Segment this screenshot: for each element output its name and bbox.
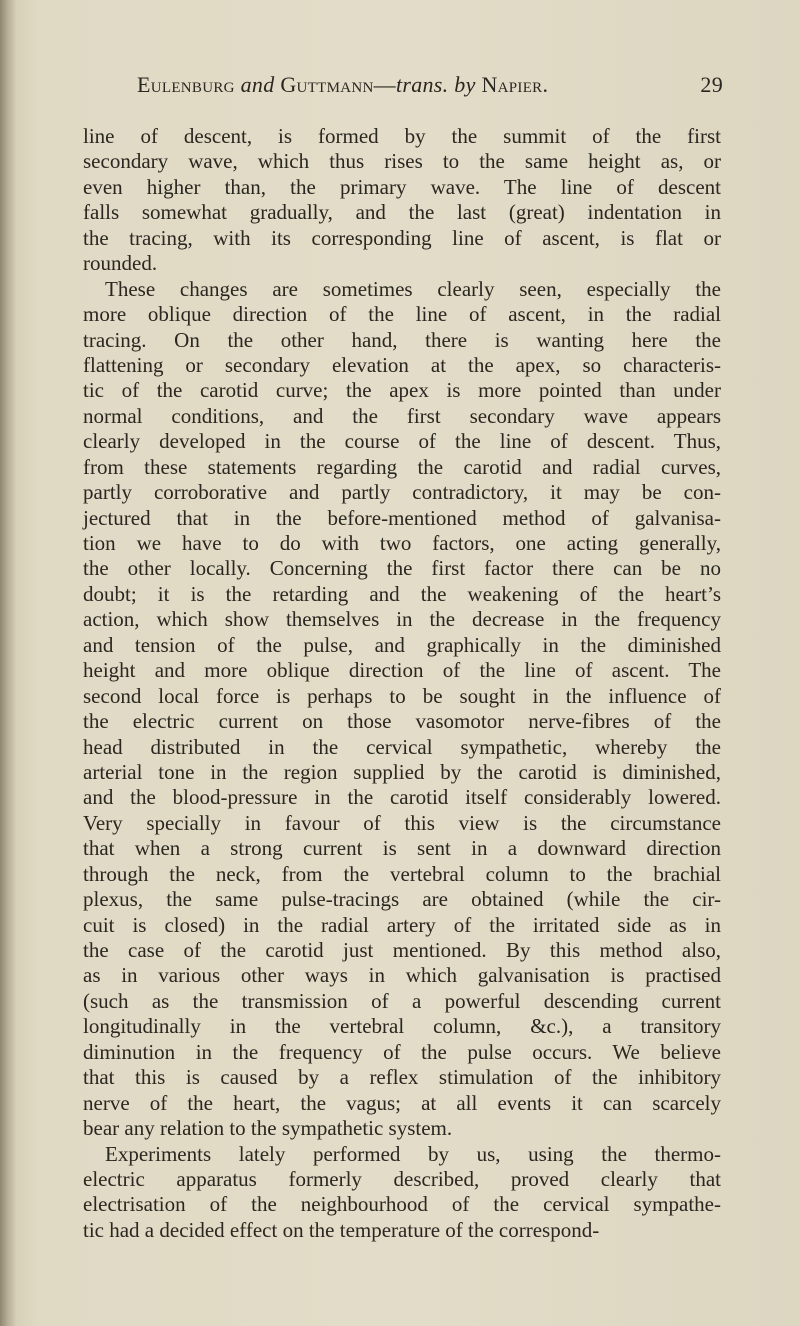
text-line: Experiments lately performed by us, using the thermo-: [105, 1141, 721, 1166]
text-line: the tracing, with its corresponding line of ascent, is flat or: [83, 225, 721, 250]
text-line: tion we have to do with two factors, one acting generally,: [83, 531, 721, 555]
text-line: tracing. On the other hand, there is wanting here the: [83, 327, 721, 352]
text-line: secondary wave, which thus rises to the same height as, or: [83, 149, 721, 174]
running-title: [137, 72, 548, 98]
text-line: from these statements regarding the carotid and radial curves,: [83, 454, 721, 479]
text-line: and the blood-pressure in the carotid itself considerably lowered.: [83, 785, 721, 810]
text-line: second local force is perhaps to be sought in the influence of: [83, 683, 721, 708]
text-line: electrisation of the neighbourhood of the cervical sympathe-: [83, 1192, 721, 1217]
text-line: nerve of the heart, the vagus; at all events it can scarcely: [83, 1090, 721, 1115]
text-line: normal conditions, and the first secondary wave appears: [83, 403, 721, 428]
author-eulenburg: Eulenburg: [137, 72, 235, 97]
text-line: bear any relation to the sympathetic system.: [83, 1116, 453, 1141]
text-line: arterial tone in the region supplied by the carotid is diminished,: [83, 759, 721, 784]
title-trans: trans. by: [395, 72, 476, 97]
text-line: doubt; it is the retarding and the weakening of the heart’s: [83, 581, 721, 606]
text-line: flattening or secondary elevation at the apex, so characteris-: [83, 352, 721, 377]
text-line: the case of the carotid just mentioned. By this method also,: [83, 938, 721, 962]
text-line: even higher than, the primary wave. The line of descent: [83, 174, 721, 199]
text-line: partly corroborative and partly contradictory, it may be con-: [83, 480, 721, 505]
running-header: [137, 72, 723, 102]
paragraph: [83, 1142, 721, 1244]
text-line: that when a strong current is sent in a downward direction: [83, 836, 721, 861]
text-line: electric apparatus formerly described, proved clearly that: [83, 1166, 721, 1191]
text-line: height and more oblique direction of the line of ascent. The: [83, 658, 721, 683]
text-line: that this is caused by a reflex stimulation of the inhibitory: [83, 1065, 721, 1090]
text-line: diminution in the frequency of the pulse occurs. We believe: [83, 1039, 721, 1064]
text-line: and tension of the pulse, and graphically in the diminished: [83, 632, 721, 657]
body-text: [83, 124, 721, 1243]
text-line: action, which show themselves in the decrease in the frequency: [83, 607, 721, 632]
author-guttmann: Guttmann—: [280, 72, 396, 97]
translator-napier: Napier.: [481, 72, 549, 97]
page-number: 29: [700, 72, 723, 97]
text-line: (such as the transmission of a powerful descending current: [83, 988, 721, 1013]
text-line: tic of the carotid curve; the apex is more pointed than under: [83, 378, 721, 403]
text-line: rounded.: [83, 251, 158, 276]
text-line: through the neck, from the vertebral column to the brachial: [83, 861, 721, 886]
title-and: and: [240, 72, 275, 97]
text-line: falls somewhat gradually, and the last (great) indentation in: [83, 200, 721, 225]
page-spine-shadow: [0, 0, 16, 1326]
text-line: the electric current on those vasomotor nerve-fibres of the: [83, 709, 721, 734]
text-line: head distributed in the cervical sympathetic, whereby the: [83, 734, 721, 759]
text-line: Very specially in favour of this view is the circumstance: [83, 810, 721, 835]
text-line: line of descent, is formed by the summit of the first: [83, 124, 721, 148]
paragraph: [83, 277, 721, 1142]
text-line: the other locally. Concerning the first factor there can be no: [83, 556, 721, 581]
text-line: more oblique direction of the line of ascent, in the radial: [83, 302, 721, 327]
text-line: jectured that in the before-mentioned method of galvanisa-: [83, 505, 721, 530]
text-line: longitudinally in the vertebral column, &c.), a transitory: [83, 1014, 721, 1039]
text-line: tic had a decided effect on the temperature of the correspond-: [83, 1217, 600, 1242]
text-line: clearly developed in the course of the line of descent. Thus,: [83, 429, 721, 454]
text-line: These changes are sometimes clearly seen, especially the: [105, 276, 721, 301]
text-line: cuit is closed) in the radial artery of the irritated side as in: [83, 912, 721, 937]
text-line: plexus, the same pulse-tracings are obtained (while the cir-: [83, 887, 721, 912]
paragraph: [83, 124, 721, 277]
text-line: as in various other ways in which galvanisation is practised: [83, 963, 721, 988]
